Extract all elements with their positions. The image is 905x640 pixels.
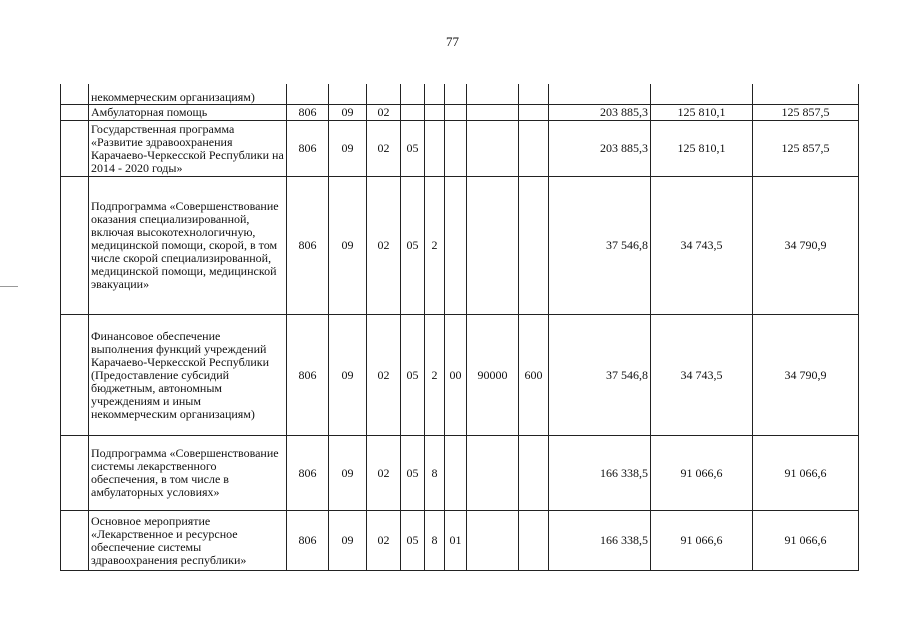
left-margin-cell <box>61 105 89 121</box>
left-margin-cell <box>61 511 89 571</box>
amount-cell: 37 546,8 <box>549 315 651 436</box>
left-margin-cell <box>61 177 89 315</box>
amount-cell: 34 743,5 <box>651 177 753 315</box>
code-cell <box>519 436 549 511</box>
code-cell: 09 <box>329 177 367 315</box>
code-cell <box>401 84 425 105</box>
code-cell: 02 <box>367 177 401 315</box>
left-margin-cell <box>61 121 89 177</box>
amount-cell: 37 546,8 <box>549 177 651 315</box>
amount-cell: 34 790,9 <box>753 177 859 315</box>
amount-cell: 166 338,5 <box>549 511 651 571</box>
code-cell <box>329 84 367 105</box>
amount-cell: 125 857,5 <box>753 105 859 121</box>
table-row <box>61 177 859 315</box>
amount-cell <box>753 84 859 105</box>
left-margin-cell <box>61 315 89 436</box>
row-name: Финансовое обеспечение выполнения функций учреждений Карачаево-Черкесской Республики (Предоставление субсидий бюджетным, автономным учреждениям и иным некоммерческим организациям) <box>89 315 287 436</box>
code-cell <box>401 105 425 121</box>
row-name: Подпрограмма «Совершенствование оказания специализированной, включая высокотехнологичную, медицинской помощи, скорой, в том числе скорой специализированной, медицинской помощи, медицинской эвакуации» <box>89 177 287 315</box>
code-cell: 806 <box>287 436 329 511</box>
amount-cell: 203 885,3 <box>549 121 651 177</box>
code-cell <box>467 105 519 121</box>
code-cell: 02 <box>367 315 401 436</box>
table-row <box>61 436 859 511</box>
code-cell <box>467 121 519 177</box>
row-name: Основное мероприятие «Лекарственное и ресурсное обеспечение системы здравоохранения республики» <box>89 511 287 571</box>
code-cell: 09 <box>329 121 367 177</box>
code-cell <box>519 121 549 177</box>
row-name: Государственная программа «Развитие здравоохранения Карачаево-Черкесской Республики на 2014 - 2020 годы» <box>89 121 287 177</box>
amount-cell: 91 066,6 <box>753 511 859 571</box>
code-cell: 806 <box>287 177 329 315</box>
code-cell <box>519 177 549 315</box>
code-cell <box>467 511 519 571</box>
code-cell: 09 <box>329 105 367 121</box>
amount-cell: 91 066,6 <box>753 436 859 511</box>
code-cell: 00 <box>445 315 467 436</box>
left-margin-cell <box>61 436 89 511</box>
code-cell: 01 <box>445 511 467 571</box>
row-name: Подпрограмма «Совершенствование системы лекарственного обеспечения, в том числе в амбулаторных условиях» <box>89 436 287 511</box>
code-cell: 09 <box>329 436 367 511</box>
code-cell <box>425 84 445 105</box>
code-cell: 806 <box>287 315 329 436</box>
code-cell: 806 <box>287 105 329 121</box>
code-cell: 05 <box>401 177 425 315</box>
code-cell: 600 <box>519 315 549 436</box>
table-row <box>61 511 859 571</box>
code-cell <box>519 105 549 121</box>
code-cell <box>445 121 467 177</box>
code-cell: 02 <box>367 121 401 177</box>
code-cell <box>467 436 519 511</box>
budget-table <box>60 84 859 571</box>
amount-cell: 125 810,1 <box>651 121 753 177</box>
code-cell: 09 <box>329 315 367 436</box>
code-cell <box>445 436 467 511</box>
code-cell: 05 <box>401 315 425 436</box>
code-cell <box>445 177 467 315</box>
code-cell <box>519 511 549 571</box>
code-cell <box>367 84 401 105</box>
scan-artifact-line <box>0 286 18 287</box>
left-margin-cell <box>61 84 89 105</box>
page-number: 77 <box>446 34 459 49</box>
code-cell <box>287 84 329 105</box>
amount-cell: 125 857,5 <box>753 121 859 177</box>
code-cell: 05 <box>401 436 425 511</box>
code-cell: 05 <box>401 121 425 177</box>
code-cell: 2 <box>425 315 445 436</box>
code-cell: 02 <box>367 511 401 571</box>
code-cell: 8 <box>425 436 445 511</box>
code-cell <box>425 121 445 177</box>
code-cell: 09 <box>329 511 367 571</box>
amount-cell <box>549 84 651 105</box>
amount-cell: 34 743,5 <box>651 315 753 436</box>
code-cell <box>467 177 519 315</box>
row-name: Амбулаторная помощь <box>89 105 287 121</box>
code-cell: 8 <box>425 511 445 571</box>
table-row <box>61 315 859 436</box>
code-cell: 806 <box>287 121 329 177</box>
code-cell: 90000 <box>467 315 519 436</box>
amount-cell: 203 885,3 <box>549 105 651 121</box>
amount-cell: 91 066,6 <box>651 436 753 511</box>
amount-cell: 91 066,6 <box>651 511 753 571</box>
table-row <box>61 121 859 177</box>
amount-cell <box>651 84 753 105</box>
code-cell <box>519 84 549 105</box>
code-cell <box>425 105 445 121</box>
code-cell: 05 <box>401 511 425 571</box>
amount-cell: 125 810,1 <box>651 105 753 121</box>
table-row <box>61 105 859 121</box>
code-cell <box>467 84 519 105</box>
code-cell: 2 <box>425 177 445 315</box>
amount-cell: 166 338,5 <box>549 436 651 511</box>
code-cell <box>445 84 467 105</box>
row-name: некоммерческим организациям) <box>89 84 287 105</box>
code-cell <box>445 105 467 121</box>
amount-cell: 34 790,9 <box>753 315 859 436</box>
code-cell: 02 <box>367 105 401 121</box>
code-cell: 806 <box>287 511 329 571</box>
table-row <box>61 84 859 105</box>
code-cell: 02 <box>367 436 401 511</box>
